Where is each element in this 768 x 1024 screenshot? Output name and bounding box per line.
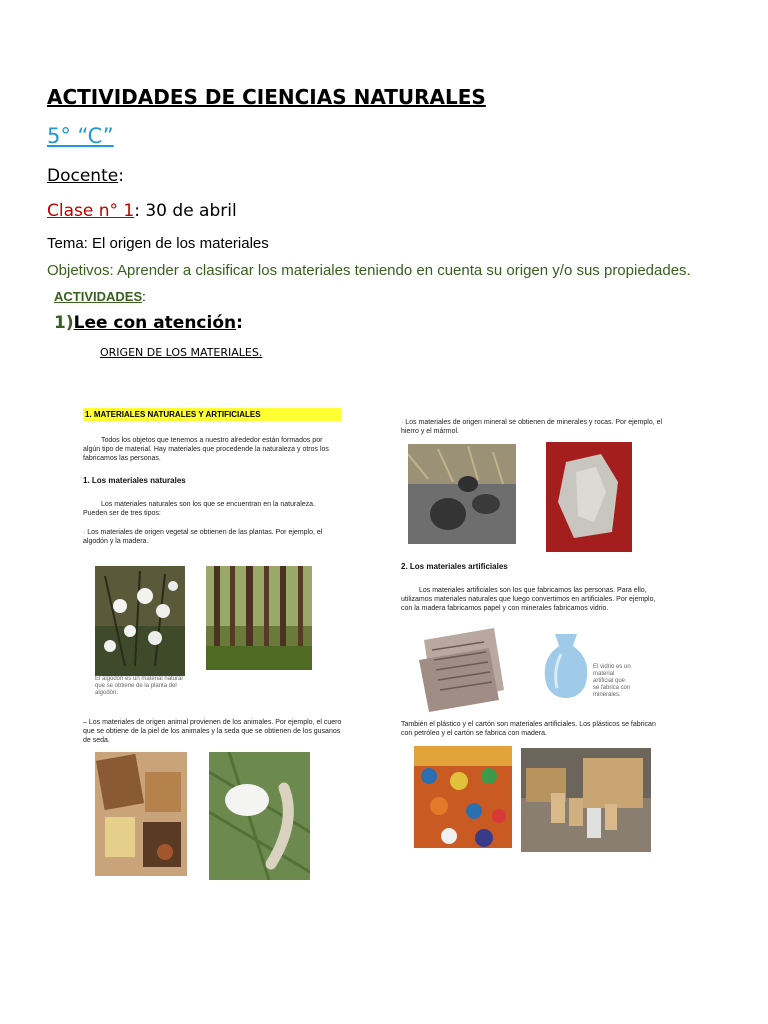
- newspaper-photo: [414, 620, 512, 714]
- natural-text: Los materiales naturales son los que se encuentran en la naturaleza. Pueden ser de tres tipos:: [83, 501, 316, 517]
- activities-heading: [54, 289, 146, 304]
- teacher-line: [47, 166, 124, 186]
- page-title: ACTIVIDADES DE CIENCIAS NATURALES: [47, 85, 486, 109]
- cotton-photo: [95, 566, 185, 676]
- glass-caption: El vidrio es un material artificial que se fabrica con minerales.: [593, 664, 631, 698]
- step-one: [54, 313, 243, 333]
- reading-title: ORIGEN DE LOS MATERIALES.: [100, 346, 263, 359]
- iron-photo: [408, 444, 516, 544]
- teacher-colon: :: [118, 166, 124, 186]
- artificial-heading: 2. Los materiales artificiales: [401, 562, 508, 571]
- leather-photo: [95, 752, 187, 876]
- artificial-text: Los materiales artificiales son los que fabricamos las personas. Para ello, utilizamos materiales naturales que luego convertimos en artificiales. Por ejemplo, con la madera fabricamos papel y con minerales fabricamos vidrio.: [401, 587, 656, 612]
- plastic-text: También el plástico y el cartón son materiales artificiales. Los plásticos se fabrican con petróleo y el cartón se fabrica con madera.: [401, 721, 656, 737]
- plastic-photo: [414, 746, 512, 858]
- cardboard-photo: [521, 748, 651, 852]
- topic-line: Tema: El origen de los materiales: [47, 235, 269, 252]
- activities-label: ACTIVIDADES: [54, 289, 143, 304]
- marble-photo: [546, 442, 632, 552]
- activities-colon: :: [142, 289, 146, 304]
- grade-label: 5° “C”: [47, 124, 114, 148]
- class-number: Clase n° 1: [47, 201, 135, 221]
- objectives-line: Objetivos: Aprender a clasificar los materiales teniendo en cuenta su origen y/o sus propiedades.: [47, 262, 691, 279]
- worksheet-image: [75, 372, 675, 932]
- natural-heading: 1. Los materiales naturales: [83, 476, 186, 485]
- vegetal-text: · Los materiales de origen vegetal se obtienen de las plantas. Por ejemplo, el algodón y la madera.: [83, 529, 323, 545]
- step-text: Lee con atención: [73, 313, 237, 333]
- worksheet-intro: Todos los objetos que tenemos a nuestro alrededor están formados por algún tipo de material. Hay materiales que procedende la naturaleza y otros los fabricamos las personas.: [83, 437, 329, 462]
- cotton-caption: El algodón es un material natural que se obtiene de la planta del algodón.: [95, 676, 183, 696]
- class-date: : 30 de abril: [134, 201, 237, 221]
- silkworm-photo: [209, 752, 310, 880]
- animal-text: – Los materiales de origen animal provienen de los animales. Por ejemplo, el cuero que se obtiene de la piel de los animales y la seda que se obtienen de los gusanos de seda.: [83, 719, 342, 744]
- step-number: 1): [54, 313, 74, 333]
- teacher-label: Docente: [47, 166, 119, 186]
- step-colon: :: [236, 313, 243, 333]
- forest-photo: [206, 566, 312, 670]
- class-line: [47, 201, 237, 221]
- mineral-text: · Los materiales de origen mineral se obtienen de minerales y rocas. Por ejemplo, el hierro y el mármol.: [401, 419, 663, 435]
- worksheet-section-title: 1. MATERIALES NATURALES Y ARTIFICIALES: [83, 408, 341, 421]
- glass-vase-photo: [533, 630, 599, 702]
